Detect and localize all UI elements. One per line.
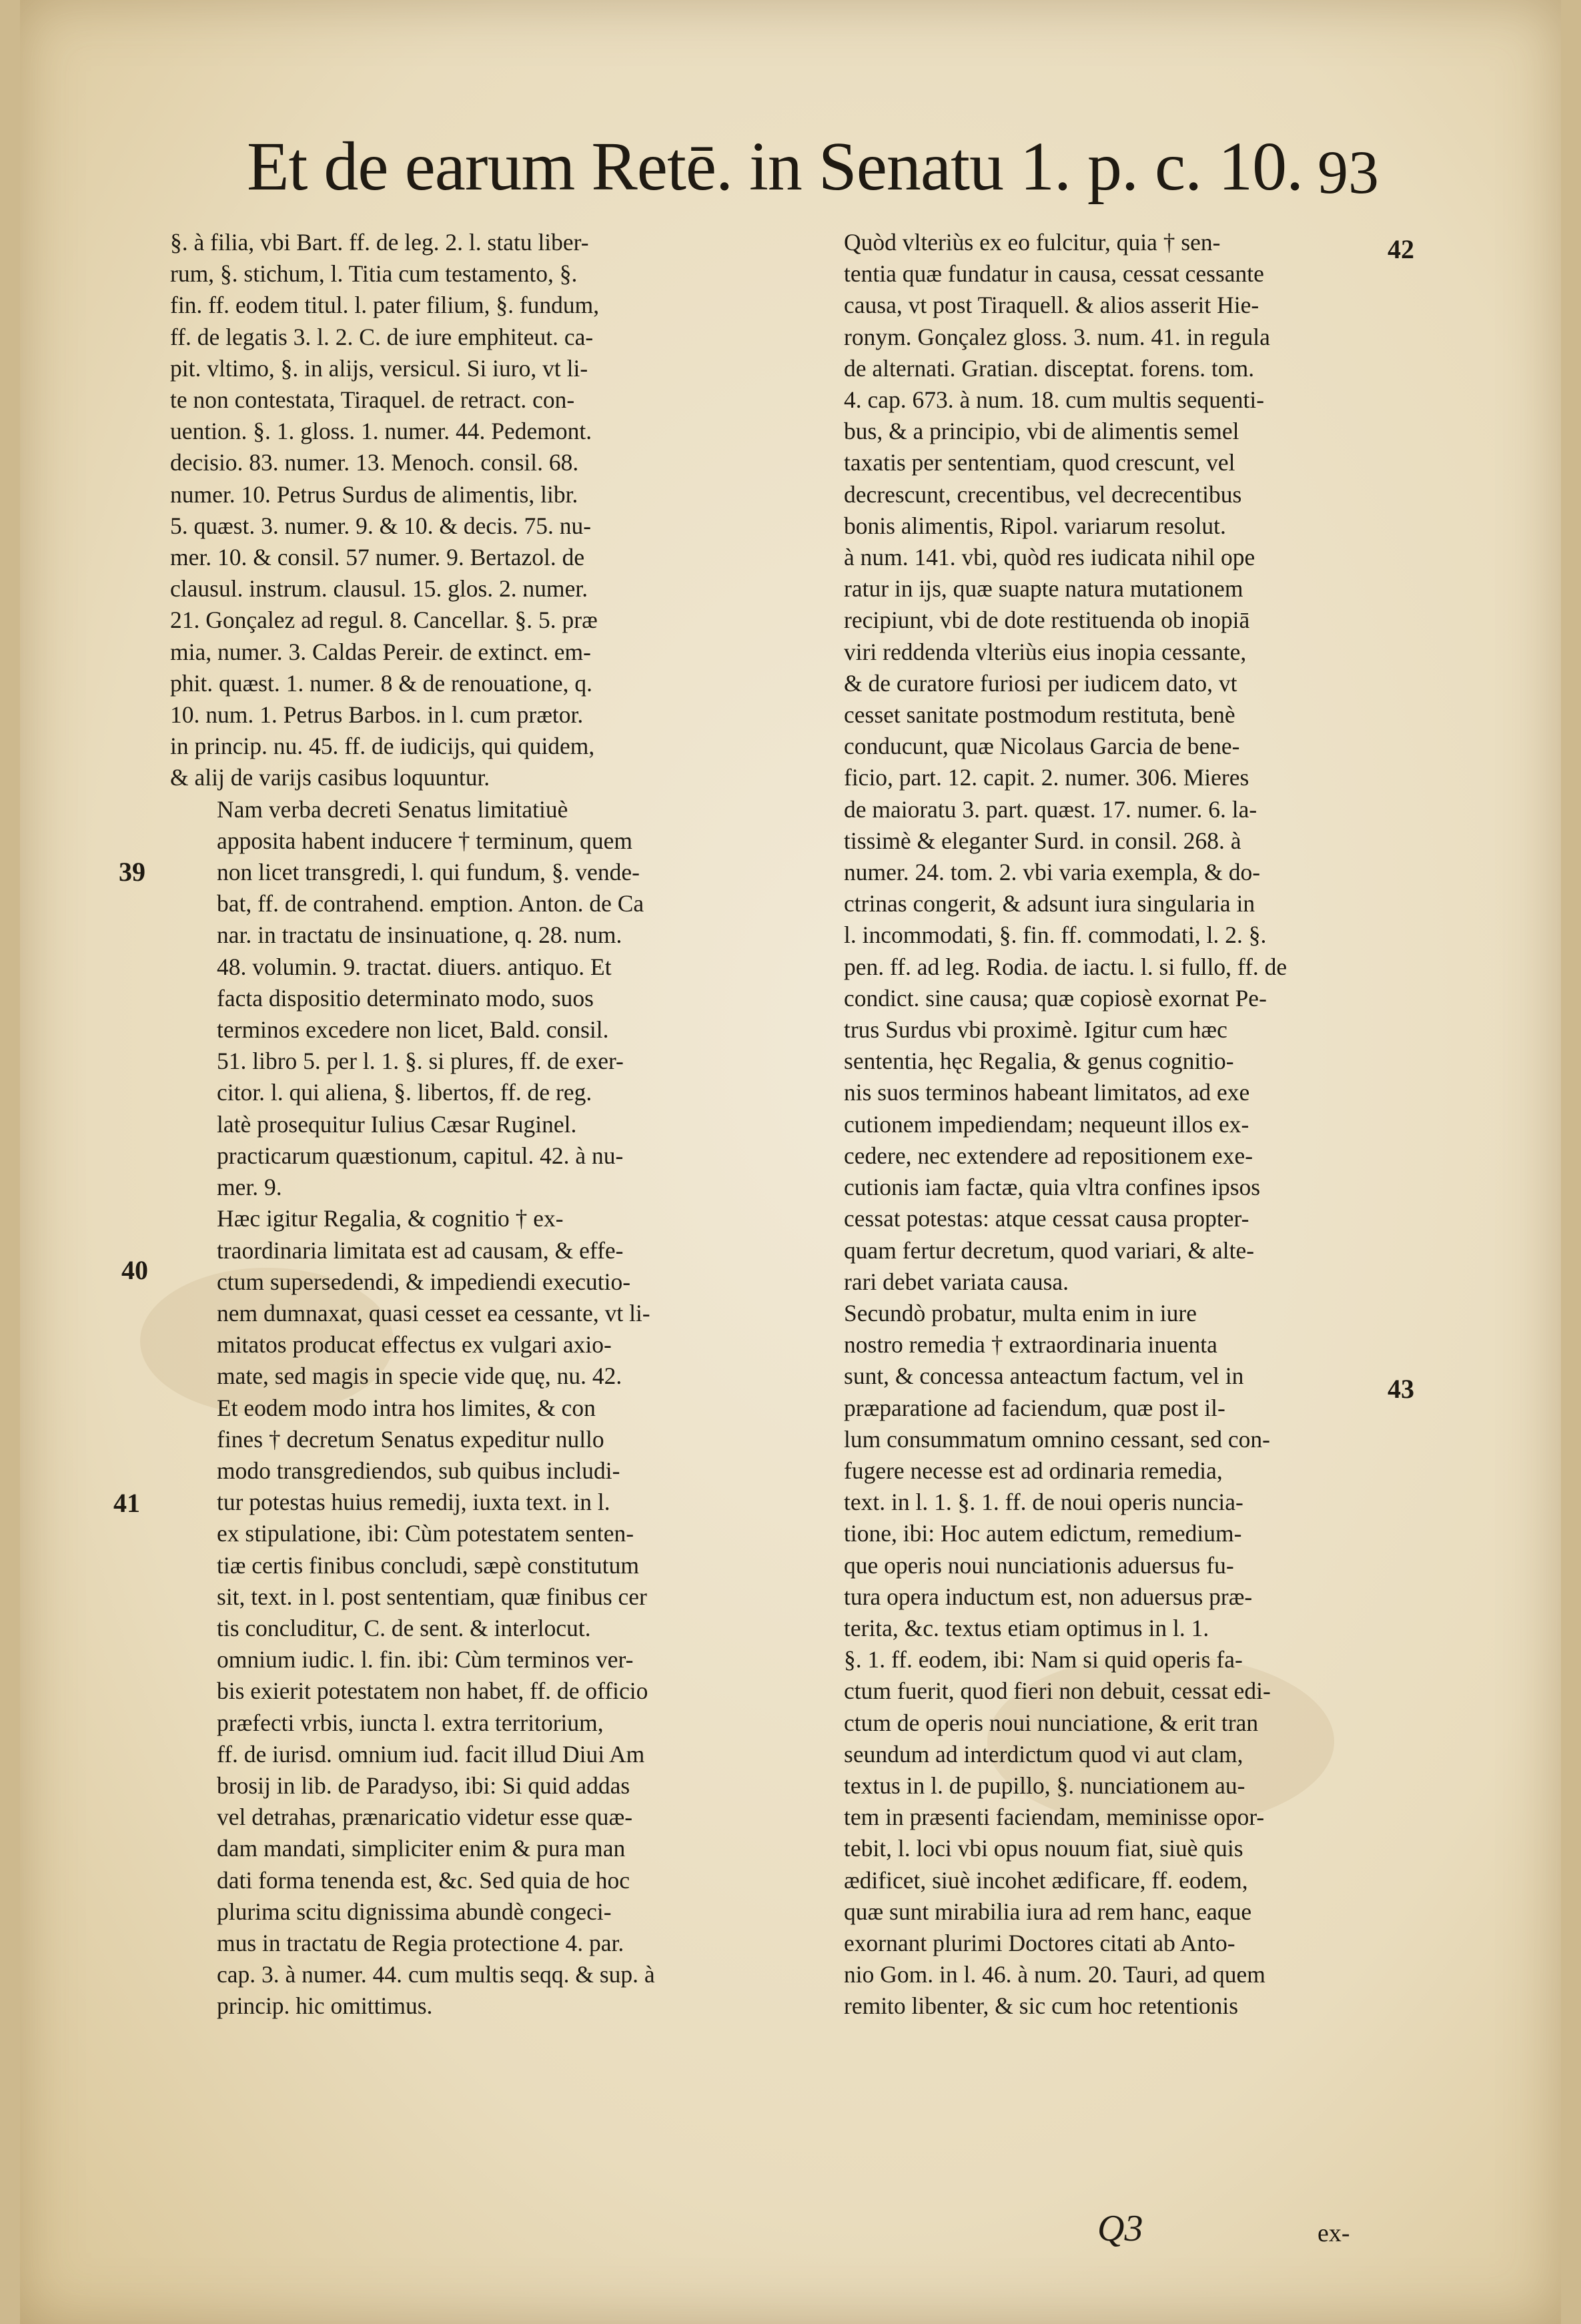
text-line: mate, sed magis in specie vide quę, nu. 42. [217,1363,622,1390]
text-line: tis concluditur, C. de sent. & interlocut. [217,1614,591,1641]
text-line: in princip. nu. 45. ff. de iudicijs, qui quidem, [170,733,595,760]
text-line: quæ sunt mirabilia iura ad rem hanc, eaque [844,1898,1252,1925]
text-line: §. à filia, vbi Bart. ff. de leg. 2. l. statu liber- [170,229,589,256]
text-line: vel detrahas, prænaricatio videtur esse quæ- [217,1804,633,1831]
text-line: condict. sine causa; quæ copiosè exornat Pe- [844,984,1267,1012]
running-title: Et de earum Retē. in Senatu 1. p. c. 10. [247,128,1303,205]
text-line: traordinaria limitata est ad causam, & effe- [217,1236,624,1264]
text-line: ctrinas congerit, & adsunt iura singularia in [844,890,1255,917]
text-line: clausul. instrum. clausul. 15. glos. 2. numer. [170,575,588,603]
text-line: taxatis per sententiam, quod crescunt, vel [844,449,1235,476]
text-line: Et eodem modo intra hos limites, & con [217,1394,596,1421]
text-line: mer. 9. [217,1174,282,1201]
text-line: bus, & a principio, vbi de alimentis semel [844,418,1239,445]
paragraph [170,1393,764,2022]
text-line: lum consummatum omnino cessant, sed con- [844,1425,1270,1453]
text-line: & de curatore furiosi per iudicem dato, vt [844,669,1237,697]
text-line: uention. §. 1. gloss. 1. numer. 44. Pedemont. [170,418,592,445]
text-line: fin. ff. eodem titul. l. pater filium, §. fundum, [170,292,600,319]
text-line: princip. hic omittimus. [217,1992,433,2020]
text-line: præparatione ad faciendum, quæ post il- [844,1394,1225,1421]
text-line: 48. volumin. 9. tractat. diuers. antiquo. Et [217,953,612,980]
catchword: ex- [1318,2219,1350,2247]
text-line: ff. de legatis 3. l. 2. C. de iure emphiteut. ca- [170,323,594,350]
text-line: Hæc igitur Regalia, & cognitio † ex- [217,1205,564,1232]
text-line: terminos excedere non licet, Bald. consil. [217,1016,609,1044]
text-line: latè prosequitur Iulius Cæsar Ruginel. [217,1110,577,1138]
text-line: nostro remedia † extraordinaria inuenta [844,1331,1217,1359]
text-line: tem in præsenti faciendam, meminisse opor- [844,1804,1265,1831]
text-line: 10. num. 1. Petrus Barbos. in l. cum prætor. [170,701,584,729]
text-line: quam fertur decretum, quod variari, & alte- [844,1236,1255,1264]
text-line: l. incommodati, §. fin. ff. commodati, l. 2. §. [844,921,1267,949]
text-line: dam mandati, simpliciter enim & pura man [217,1835,626,1862]
text-line: rari debet variata causa. [844,1268,1069,1295]
text-line: pit. vltimo, §. in alijs, versicul. Si iuro, vt li- [170,354,588,382]
text-line: fines † decretum Senatus expeditur nullo [217,1425,604,1453]
text-line: sunt, & concessa anteactum factum, vel in [844,1363,1244,1390]
text-line: non licet transgredi, l. qui fundum, §. vende- [217,859,640,886]
paragraph [170,227,764,794]
margin-number: 43 [1388,1374,1414,1404]
text-line: cutionis iam factæ, quia vltra confines ipsos [844,1174,1261,1201]
text-line: nem dumnaxat, quasi cesset ea cessante, vt li- [217,1299,650,1326]
text-line: ff. de iurisd. omnium iud. facit illud Diui Am [217,1740,645,1768]
text-line: ficio, part. 12. capit. 2. numer. 306. Mieres [844,764,1249,791]
text-line: ctum supersedendi, & impediendi executio- [217,1268,631,1295]
text-line: recipiunt, vbi de dote restituenda ob inopiā [844,607,1250,634]
text-line: causa, vt post Tiraquell. & alios asserit Hie- [844,292,1259,319]
text-line: que operis noui nunciationis aduersus fu- [844,1551,1234,1579]
margin-number: 41 [113,1488,140,1518]
text-line: decrescunt, crecentibus, vel decrecentibus [844,480,1242,508]
text-line: plurima scitu dignissima abundè congeci- [217,1898,612,1925]
text-line: 5. quæst. 3. numer. 9. & 10. & decis. 75. nu- [170,512,592,539]
text-line: numer. 24. tom. 2. vbi varia exempla, & do- [844,859,1261,886]
text-line: ædificet, siuè incohet ædificare, ff. eodem, [844,1866,1248,1894]
text-line: tissimè & eleganter Surd. in consil. 268. à [844,827,1241,854]
text-line: ratur in ijs, quæ suapte natura mutationem [844,575,1243,603]
text-line: præfecti vrbis, iuncta l. extra territorium, [217,1709,604,1736]
paragraph [170,794,764,1204]
margin-number: 39 [119,857,145,887]
text-line: mitatos producat effectus ex vulgari axio- [217,1331,612,1359]
text-line: fugere necesse est ad ordinaria remedia, [844,1457,1223,1484]
text-line: textus in l. de pupillo, §. nunciationem au- [844,1772,1245,1799]
text-line: practicarum quæstionum, capitul. 42. à nu- [217,1142,624,1169]
text-line: omnium iudic. l. fin. ibi: Cùm terminos ver- [217,1646,634,1673]
text-line: & alij de varijs casibus loquuntur. [170,764,490,791]
text-line: bat, ff. de contrahend. emption. Anton. de Ca [217,890,644,917]
text-line: nis suos terminos habeant limitatos, ad exe [844,1079,1250,1106]
folio-number: 93 [1318,138,1379,206]
text-line: cessat potestas: atque cessat causa propter- [844,1205,1249,1232]
text-line: decisio. 83. numer. 13. Menoch. consil. 68. [170,449,579,476]
text-line: ctum de operis noui nunciatione, & erit tran [844,1709,1259,1736]
text-line: à num. 141. vbi, quòd res iudicata nihil ope [844,544,1255,571]
text-line: exornant plurimi Doctores citati ab Anto- [844,1929,1235,1956]
text-line: Nam verba decreti Senatus limitatiuè [217,795,568,823]
text-line: ctum fuerit, quod fieri non debuit, cessat edi- [844,1677,1271,1705]
text-line: sit, text. in l. post sententiam, quæ finibus cer [217,1583,647,1610]
text-line: cap. 3. à numer. 44. cum multis seqq. & sup. à [217,1961,655,1988]
text-line: 21. Gonçalez ad regul. 8. Cancellar. §. 5. præ [170,607,598,634]
text-line: 4. cap. 673. à num. 18. cum multis sequenti- [844,386,1265,414]
right-column [797,227,1384,2262]
text-line: numer. 10. Petrus Surdus de alimentis, libr. [170,480,578,508]
text-line: modo transgrediendos, sub quibus includi- [217,1457,620,1484]
text-line: tione, ibi: Hoc autem edictum, remedium- [844,1520,1242,1547]
text-line: §. 1. ff. eodem, ibi: Nam si quid operis fa- [844,1646,1243,1673]
text-line: cutionem impediendam; nequeunt illos ex- [844,1110,1249,1138]
text-line: bonis alimentis, Ripol. variarum resolut. [844,512,1226,539]
text-line: text. in l. 1. §. 1. ff. de noui operis nuncia- [844,1489,1243,1516]
text-line: cesset sanitate postmodum restituta, benè [844,701,1235,729]
text-line: nio Gom. in l. 46. à num. 20. Tauri, ad quem [844,1961,1265,1988]
text-line: nar. in tractatu de insinuatione, q. 28. num. [217,921,622,949]
text-line: phit. quæst. 1. numer. 8 & de renouatione, q. [170,669,593,697]
paragraph [797,1298,1384,2022]
text-line: bis exierit potestatem non habet, ff. de officio [217,1677,648,1705]
text-line: ronym. Gonçalez gloss. 3. num. 41. in regula [844,323,1270,350]
signature-mark: Q3 [1097,2208,1143,2249]
text-line: mer. 10. & consil. 57 numer. 9. Bertazol. de [170,544,585,571]
text-line: te non contestata, Tiraquel. de retract. con- [170,386,575,414]
margin-number: 42 [1388,234,1414,264]
text-line: remito libenter, & sic cum hoc retentionis [844,1992,1239,2020]
text-line: brosij in lib. de Paradyso, ibi: Si quid addas [217,1772,630,1799]
paragraph [797,227,1384,1298]
text-line: rum, §. stichum, l. Titia cum testamento, §. [170,260,578,288]
text-line: trus Surdus vbi proximè. Igitur cum hæc [844,1016,1227,1044]
text-line: tebit, l. loci vbi opus nouum fiat, siuè quis [844,1835,1243,1862]
text-line: seundum ad interdictum quod vi aut clam, [844,1740,1243,1768]
text-line: terita, &c. textus etiam optimus in l. 1. [844,1614,1209,1641]
text-line: conducunt, quæ Nicolaus Garcia de bene- [844,733,1240,760]
text-line: 51. libro 5. per l. 1. §. si plures, ff. de exer- [217,1048,624,1075]
margin-number: 40 [121,1255,148,1285]
text-line: mus in tractatu de Regia protectione 4. par. [217,1929,624,1956]
text-line: ex stipulatione, ibi: Cùm potestatem senten- [217,1520,634,1547]
paragraph [170,1203,764,1392]
text-line: de alternati. Gratian. disceptat. forens. tom. [844,354,1255,382]
text-line: Quòd vlteriùs ex eo fulcitur, quia † sen- [844,229,1221,256]
text-line: de maioratu 3. part. quæst. 17. numer. 6. la- [844,795,1257,823]
text-line: dati forma tenenda est, &c. Sed quia de hoc [217,1866,630,1894]
text-line: citor. l. qui aliena, §. libertos, ff. de reg. [217,1079,592,1106]
text-line: tentia quæ fundatur in causa, cessat cessante [844,260,1264,288]
text-line: Secundò probatur, multa enim in iure [844,1299,1197,1326]
text-line: pen. ff. ad leg. Rodia. de iactu. l. si fullo, ff. de [844,953,1287,980]
text-line: viri reddenda vlteriùs eius inopia cessante, [844,638,1247,665]
text-line: tura opera inductum est, non aduersus præ- [844,1583,1253,1610]
text-line: mia, numer. 3. Caldas Pereir. de extinct. em- [170,638,591,665]
left-column [170,227,764,2262]
text-line: tur potestas huius remedij, iuxta text. in l. [217,1489,610,1516]
text-line: facta dispositio determinato modo, suos [217,984,594,1012]
text-line: cedere, nec extendere ad repositionem exe- [844,1142,1253,1169]
text-line: tiæ certis finibus concludi, sæpè constitutum [217,1551,640,1579]
text-line: sententia, hęc Regalia, & genus cognitio- [844,1048,1234,1075]
text-line: apposita habent inducere † terminum, quem [217,827,633,854]
book-page [20,0,1561,2324]
